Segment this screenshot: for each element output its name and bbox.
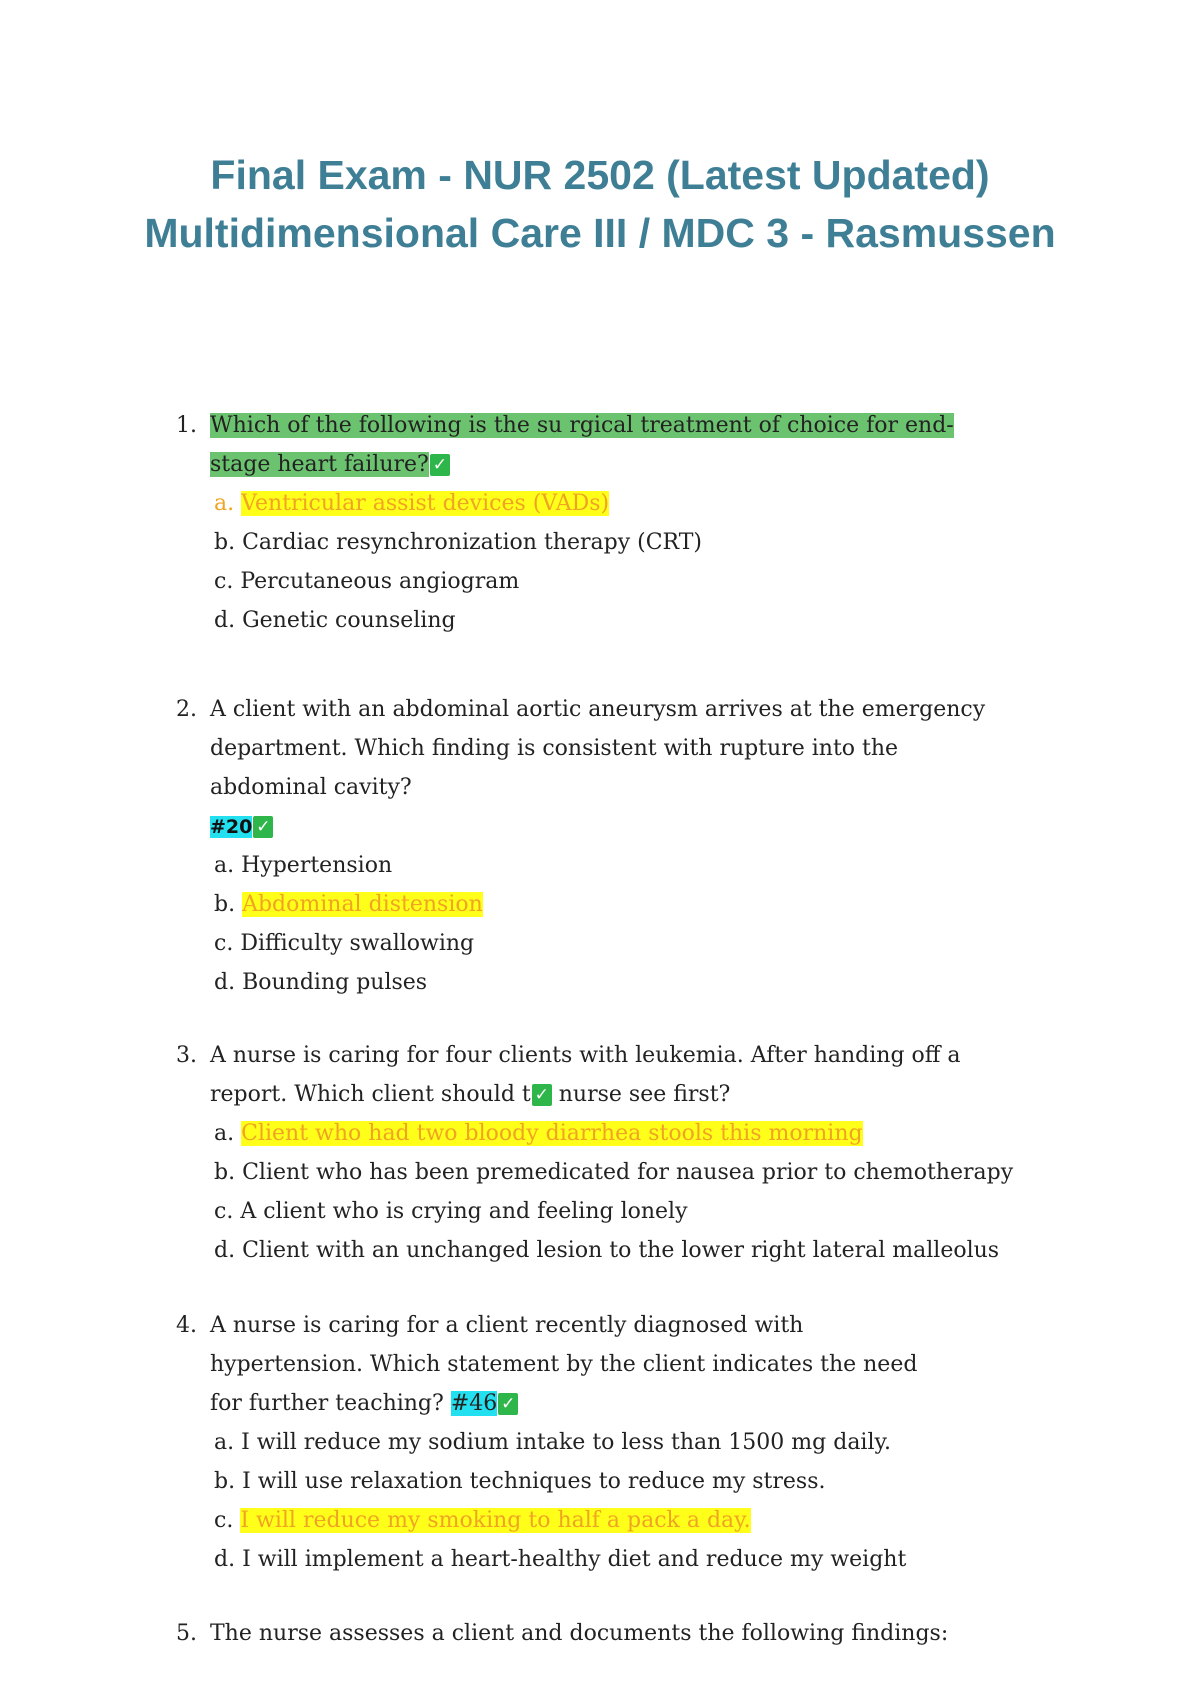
answer-option-a <box>210 1114 1040 1153</box>
answer-option-c <box>210 924 1040 963</box>
question-tag: #46 <box>450 1391 498 1416</box>
question-number: 2. <box>176 697 197 722</box>
answer-option-b <box>210 1153 1040 1192</box>
question-stem-line: The nurse assesses a client and documents the following findings: <box>210 1621 949 1646</box>
answer-option-b <box>210 885 1040 924</box>
question-number: 4. <box>176 1313 197 1338</box>
option-letter: c. <box>214 931 234 956</box>
option-letter: a. <box>214 491 235 516</box>
question-stem-line: hypertension. Which statement by the client indicates the need <box>210 1352 918 1377</box>
checkmark-icon: ✓ <box>253 816 273 838</box>
option-text: Bounding pulses <box>242 970 428 995</box>
checkmark-icon: ✓ <box>532 1084 552 1106</box>
option-letter: d. <box>214 1238 236 1263</box>
question-stem-line: A client with an abdominal aortic aneurysm arrives at the emergency <box>210 697 986 722</box>
question-number: 5. <box>176 1621 197 1646</box>
answer-option-a <box>210 1423 1040 1462</box>
option-text: I will reduce my smoking to half a pack a day. <box>240 1508 751 1533</box>
option-text: I will use relaxation techniques to reduce my stress. <box>242 1469 826 1494</box>
document-title-line-1: Final Exam - NUR 2502 (Latest Updated) <box>210 152 990 198</box>
option-letter: c. <box>214 569 234 594</box>
option-letter: a. <box>214 1121 235 1146</box>
answer-option-c <box>210 562 1040 601</box>
answer-option-c <box>210 1501 1040 1540</box>
option-letter: b. <box>214 1469 236 1494</box>
question-stem-line: Which of the following is the su rgical treatment of choice for end- <box>210 413 954 438</box>
question-stem-line: for further teaching? <box>210 1391 444 1416</box>
option-letter: d. <box>214 1547 236 1572</box>
option-letter: b. <box>214 530 236 555</box>
document-title-line-2: Multidimensional Care III / MDC 3 - Rasmussen <box>144 210 1056 256</box>
checkmark-icon: ✓ <box>498 1393 518 1415</box>
option-text: Cardiac resynchronization therapy (CRT) <box>242 530 702 555</box>
question-number: 1. <box>176 413 197 438</box>
answer-option-d <box>210 963 1040 1002</box>
checkmark-icon: ✓ <box>430 454 450 476</box>
question-number: 3. <box>176 1043 197 1068</box>
option-letter: b. <box>214 892 236 917</box>
question-stem-line: nurse see first? <box>551 1082 731 1107</box>
option-text: Difficulty swallowing <box>240 931 475 956</box>
option-letter: a. <box>214 1430 235 1455</box>
option-text: Ventricular assist devices (VADs) <box>241 491 610 516</box>
option-text: Abdominal distension <box>242 892 483 917</box>
question-tag: #20 <box>210 816 253 838</box>
answer-option-c <box>210 1192 1040 1231</box>
option-text: Client who had two bloody diarrhea stools this morning <box>241 1121 863 1146</box>
option-letter: c. <box>214 1199 234 1224</box>
option-text: Client who has been premedicated for nausea prior to chemotherapy <box>242 1160 1014 1185</box>
answer-option-d <box>210 601 1040 640</box>
answer-option-d <box>210 1540 1040 1579</box>
option-letter: d. <box>214 970 236 995</box>
option-letter: b. <box>214 1160 236 1185</box>
answer-option-a <box>210 484 1040 523</box>
option-letter: c. <box>214 1508 234 1533</box>
question-stem-line: report. Which client should t <box>210 1082 531 1107</box>
option-text: I will implement a heart-healthy diet and reduce my weight <box>242 1547 907 1572</box>
option-text: Client with an unchanged lesion to the lower right lateral malleolus <box>242 1238 1000 1263</box>
answer-option-b <box>210 523 1040 562</box>
option-text: Hypertension <box>241 853 393 878</box>
question-stem-line: department. Which finding is consistent with rupture into the <box>210 736 899 761</box>
option-text: I will reduce my sodium intake to less than 1500 mg daily. <box>241 1430 892 1455</box>
option-letter: d. <box>214 608 236 633</box>
answer-option-b <box>210 1462 1040 1501</box>
option-text: Percutaneous angiogram <box>240 569 520 594</box>
question-stem-line: stage heart failure? <box>210 452 429 477</box>
question-stem-line: A nurse is caring for a client recently diagnosed with <box>210 1313 804 1338</box>
option-text: Genetic counseling <box>242 608 456 633</box>
question-stem-line: abdominal cavity? <box>210 775 412 800</box>
answer-option-a <box>210 846 1040 885</box>
question-stem-line: A nurse is caring for four clients with leukemia. After handing off a <box>210 1043 961 1068</box>
option-letter: a. <box>214 853 235 878</box>
option-text: A client who is crying and feeling lonely <box>240 1199 688 1224</box>
answer-option-d <box>210 1231 1040 1270</box>
